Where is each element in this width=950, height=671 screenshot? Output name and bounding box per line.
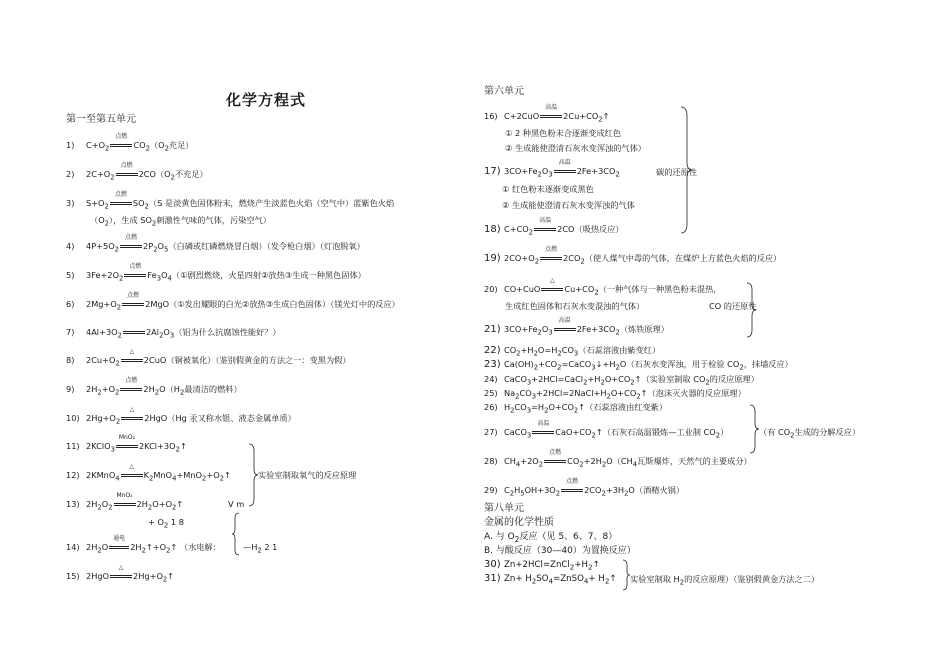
equation-31: 31) $Zn+ H_2SO_4=ZnSO_4+$ $H_2↑$ [484, 573, 617, 586]
equation-23: 23) $Ca(OH)_2+CO_2=CaCO_3↓+H_2O$（石灰水变浑浊，用于检验 $CO_2$，抹墙反应） [484, 359, 793, 372]
equation-21: 21) $3CO+Fe_2O_3$ 高温 $2Fe+3CO_2$（炼铁原理） [484, 317, 669, 337]
section-heading-1-5: 第一至第五单元 [66, 114, 136, 125]
equation-16-note-2: ② 生成能使澄清石灰水变浑浊的气体） [505, 143, 646, 153]
equation-15: 15) 2HgO △ $2Hg+O_2↑$ [66, 564, 175, 584]
hydrogen-ratio: $—H_2$ 2 1 [243, 542, 278, 555]
equation-17-note-1: ① 红色粉末逐渐变成黑色 [502, 184, 594, 194]
equation-4: 4) $4P+5O_2$ 点燃 $2P_2O_5$（白磷或红磷燃烧冒白烟）（发令枪白烟）（灯泡脱氧） [66, 234, 365, 254]
equation-13: 13) $2H_2O_2$ MnO₂ $2H_2O+O_2↑$ [66, 492, 184, 512]
equation-12: 12) 2KMnO$_4$ △ $K_2MnO_4+MnO_2+O_2↑$ [66, 463, 231, 483]
equation-8: 8) $2Cu+O_2$ △ 2CuO（铜被氧化）（鉴别假黄金的方法之一：变黑为假） [66, 348, 351, 368]
page-title: 化学方程式 [226, 91, 307, 109]
equation-27: 27) CaCO$_3$ 高温 $CaO+CO_2↑$（石灰石高温锻炼—工业制 $CO_2$） [484, 420, 729, 440]
equation-16: 16) C+2CuO 高温 $2Cu+CO_2↑$ [484, 104, 610, 124]
equation-30: 30) $Zn+2HCl=ZnCl_2+H_2↑$ [484, 559, 600, 572]
equation-1: 1) $C+O_2$ 点燃 $CO_2(O_2$充足） [66, 133, 194, 153]
oxygen-prep-brace [248, 443, 258, 507]
equation-2: 2) $2C+O_2$ 点燃 $2CO(O_2$不充足） [66, 162, 208, 182]
equation-19: 19) $2CO+O_2$ 点燃 $2CO_2$（使人煤气中毒的气体，在煤炉上方蓝色火焰的反应） [484, 246, 782, 266]
equation-22: 22) $CO_2+H_2O=H_2CO_3$（石蕊溶液由紫变红） [484, 345, 661, 358]
volume-mass-header: V m [228, 499, 245, 509]
equation-28: 28) $CH_4+2O_2$ 点燃 $CO_2+2H_2O(CH_4$瓦斯爆炸，天然气的主要成分） [484, 449, 752, 469]
equation-16-note-1: ① 2 种黑色粉末合逐渐变成红色 [505, 128, 622, 138]
equation-9: 9) $2H_2+O_2$ 点燃 $2H_2O(H_2$最清洁的燃料） [66, 377, 242, 397]
carbon-reduction-brace [680, 106, 692, 234]
metal-item-a: A. 与 $O_2$反应（见 5、6、7、8） [484, 532, 618, 544]
equation-3: 3) $S+O_2$ 点燃 $SO_2(S$ 是淡黄色固体粉末，燃烧产生淡蓝色火焰（空气中）蓝紫色火焰 [66, 191, 395, 211]
section-heading-8: 第八单元 [484, 503, 524, 514]
carbon-reduction-label: 碳的还原性 [656, 167, 697, 177]
section-heading-6: 第六单元 [484, 86, 524, 97]
equation-24: 24) $CaCO_3+2HCl=CaCl_2+H_2O+CO_2↑$（实验室制取 $CO_2$的反应原理） [484, 374, 759, 387]
oxygen-prep-note: 实验室制取氧气的反应原理 [258, 470, 357, 480]
co2-decomposition-brace [749, 404, 759, 454]
equation-17-note-2: ② 生成能使澄清石灰水变浑浊的气体 [502, 200, 635, 210]
metal-properties-heading: 金属的化学性质 [484, 517, 554, 528]
co2-decomposition-label: （有 $CO_2$生成的分解反应） [759, 427, 861, 440]
co-reduction-label: CO 的还原性 [709, 301, 757, 311]
equation-20: 20) CO+CuO △ $Cu+CO_2$（一种气体与一种黑色粉末混热， [484, 277, 722, 297]
equation-5: 5) $3Fe+2O_2$ 点燃 $Fe_3O_4(①$剧烈燃烧，火星四射②放热③生成一种黑色固体） [66, 263, 366, 283]
equation-25: 25) $Na_2CO_3+2HCl=2NaCl+H_2O+CO_2↑$（泡沫灭火器的反应原理） [484, 388, 746, 401]
electrolysis-brace [232, 512, 240, 556]
co-reduction-brace [746, 282, 756, 338]
equation-10: 10) $2Hg+O_2$ △ 2HgO（Hg 汞又称水银、液态金属单质） [66, 406, 296, 426]
hydrogen-prep-note: 实验室制取 $H_2$的反应原理）（鉴别假黄金方法之二） [630, 574, 820, 587]
equation-26: 26) $H_2CO_3=H_2O+CO_2↑$（石蕊溶液由红变紫） [484, 402, 668, 415]
equation-6: 6) $2Mg+O_2$ 点燃 2MgO（①发出耀眼的白光②放热③生成白色固体）（镁光灯中的反应） [66, 292, 400, 312]
metal-item-b: B. 与酸反应（30—40）为置换反应） [484, 546, 636, 556]
hydrogen-prep-brace [622, 559, 630, 591]
equation-29: 29) $C_2H_5OH+3O_2$ 点燃 $2CO_2+3H_2O$（酒精火锅） [484, 478, 685, 498]
oxygen-ratio: + $O_2$ 1 8 [148, 517, 184, 530]
equation-3-continued: $(O_2)$，生成 $SO_2$刺激性气味的气体，污染空气） [90, 215, 271, 228]
equation-18: 18) $C+CO_2$ 高温 2CO（吸热反应） [484, 217, 624, 237]
equation-17: 17) $3CO+Fe_2O_3$ 高温 $2Fe+3CO_2$ [484, 159, 620, 179]
equation-11: 11) 2KClO$_3$ MnO₂ $2KCl+3O_2↑$ [66, 434, 187, 454]
equation-7: 7) $4Al+3O_2$ $2Al_2O_3$（铝为什么抗腐蚀性能好？） [66, 327, 281, 340]
equation-14: 14) $2H_2O$ 通电 $2H_2↑+O_2↑$ （水电解： [66, 535, 221, 555]
equation-20-note-2: 生成红色固体和石灰水变混浊的气体） [505, 301, 645, 311]
